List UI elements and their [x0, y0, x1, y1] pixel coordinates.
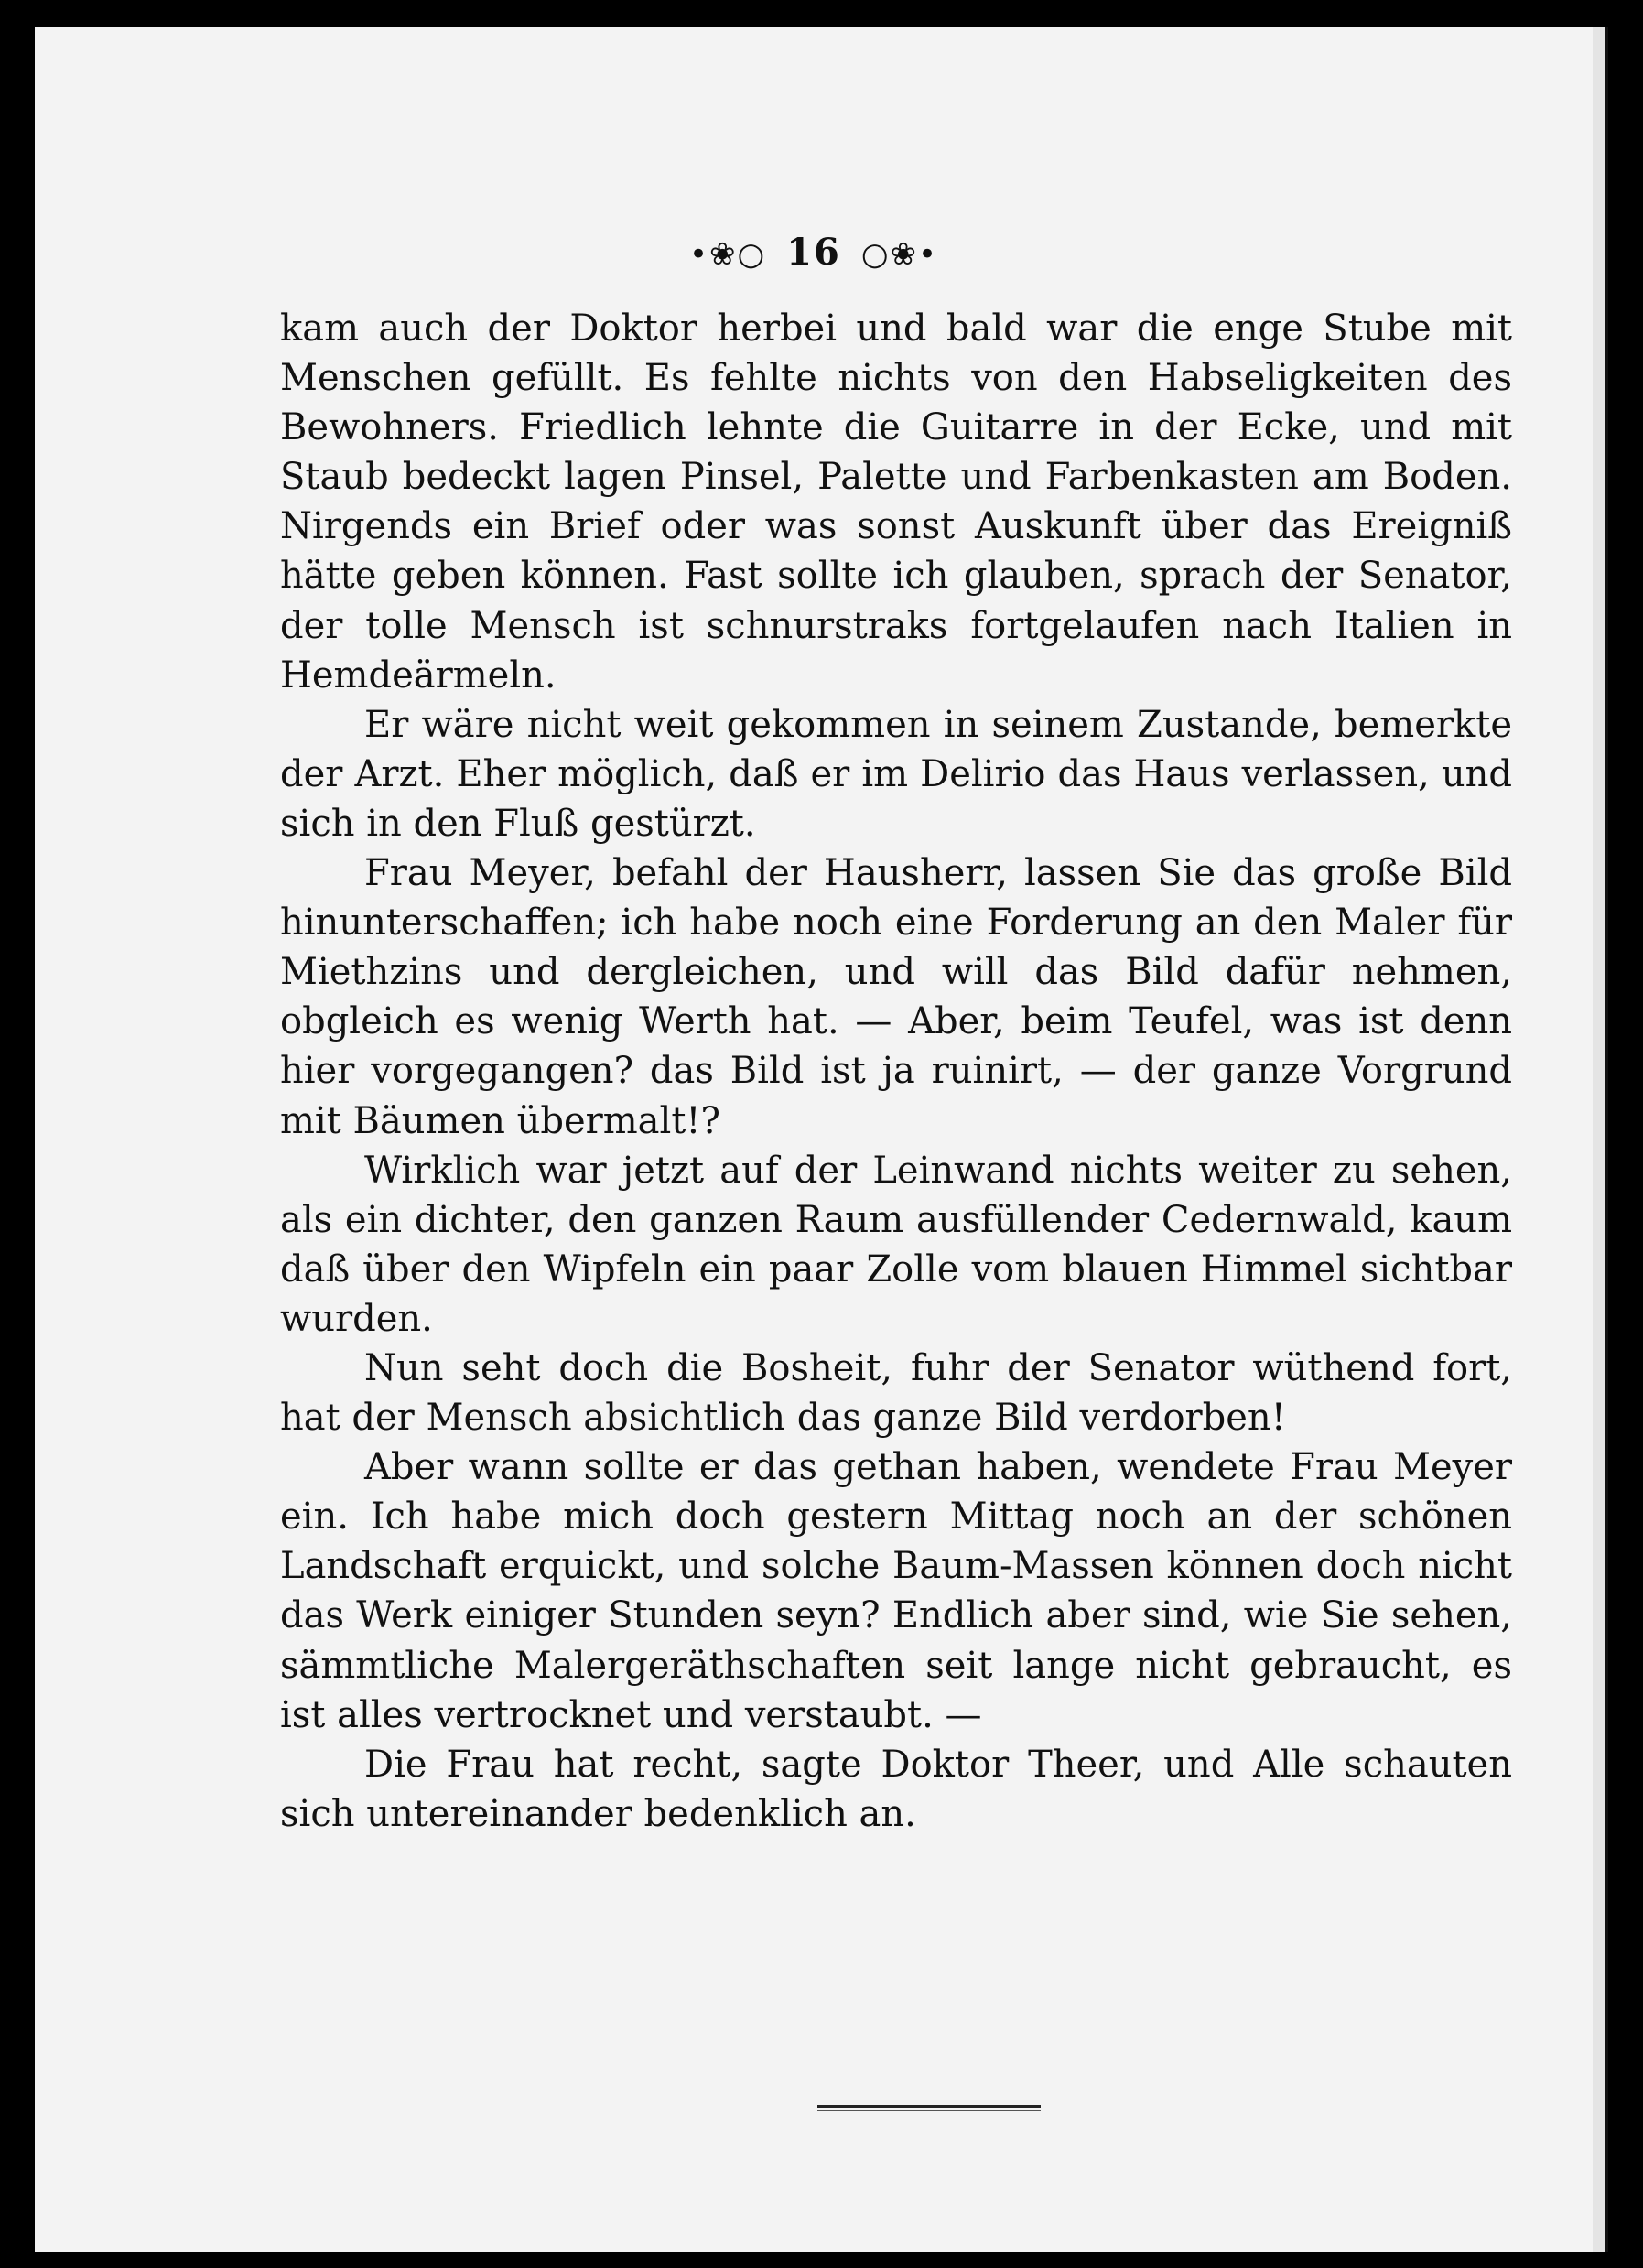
paragraph: Die Frau hat recht, sagte Doktor Theer, und Alle schauten sich untereinander bedenklich an. — [280, 1743, 1512, 1835]
page-number: 16 — [786, 231, 841, 274]
ornament-right-icon: ○❀• — [860, 236, 939, 273]
page-edge — [1593, 27, 1605, 2252]
paragraph: Nun seht doch die Bosheit, fuhr der Senator wüthend fort, hat der Mensch absichtlich das ganze Bild verdorben! — [280, 1346, 1512, 1440]
paragraph: Aber wann sollte er das gethan haben, wendete Frau Meyer ein. Ich habe mich doch gestern Mittag noch an der schönen Landschaft erquickt, und solche Baum-Massen können doch nicht das Werk einiger Stunden seyn? Endlich aber sind, wie Sie sehen, sämmtliche Malergeräthschaften seit lange nicht gebraucht, es ist alles vertrocknet und verstaubt. — — [280, 1446, 1512, 1736]
body-text — [280, 304, 1512, 1839]
page-edge-line — [1605, 27, 1608, 2252]
paragraph: kam auch der Doktor herbei und bald war die enge Stube mit Menschen gefüllt. Es fehlte nichts von den Habseligkeiten des Bewohners. Friedlich lehnte die Guitarre in der Ecke, und mit Staub bedeckt lagen Pinsel, Palette und Farbenkasten am Boden. Nirgends ein Brief oder was sonst Auskunft über das Ereigniß hätte geben können. Fast sollte ich glauben, sprach der Senator, der tolle Mensch ist schnurstraks fortgelaufen nach Italien in Hemdeärmeln. — [280, 308, 1512, 697]
ornament-left-icon: •❀○ — [688, 236, 767, 273]
paragraph: Er wäre nicht weit gekommen in seinem Zustande, bemerkte der Arzt. Eher möglich, daß er im Delirio das Haus verlassen, und sich in den Fluß gestürzt. — [280, 703, 1512, 845]
paragraph: Frau Meyer, befahl der Hausherr, lassen Sie das große Bild hinunterschaffen; ich habe noch eine Forderung an den Maler für Miethzins und dergleichen, und will das Bild dafür nehmen, obgleich es wenig Werth hat. — Aber, beim Teufel, was ist denn hier vorgegangen? das Bild ist ja ruinirt, — der ganze Vorgrund mit Bäumen übermalt!? — [280, 852, 1512, 1142]
page-header — [35, 231, 1593, 274]
book-page — [35, 27, 1593, 2252]
end-rule-divider — [817, 2105, 1041, 2108]
paragraph: Wirklich war jetzt auf der Leinwand nichts weiter zu sehen, als ein dichter, den ganzen Raum ausfüllender Cedernwald, kaum daß über den Wipfeln ein paar Zolle vom blauen Himmel sichtbar wurden. — [280, 1149, 1512, 1340]
